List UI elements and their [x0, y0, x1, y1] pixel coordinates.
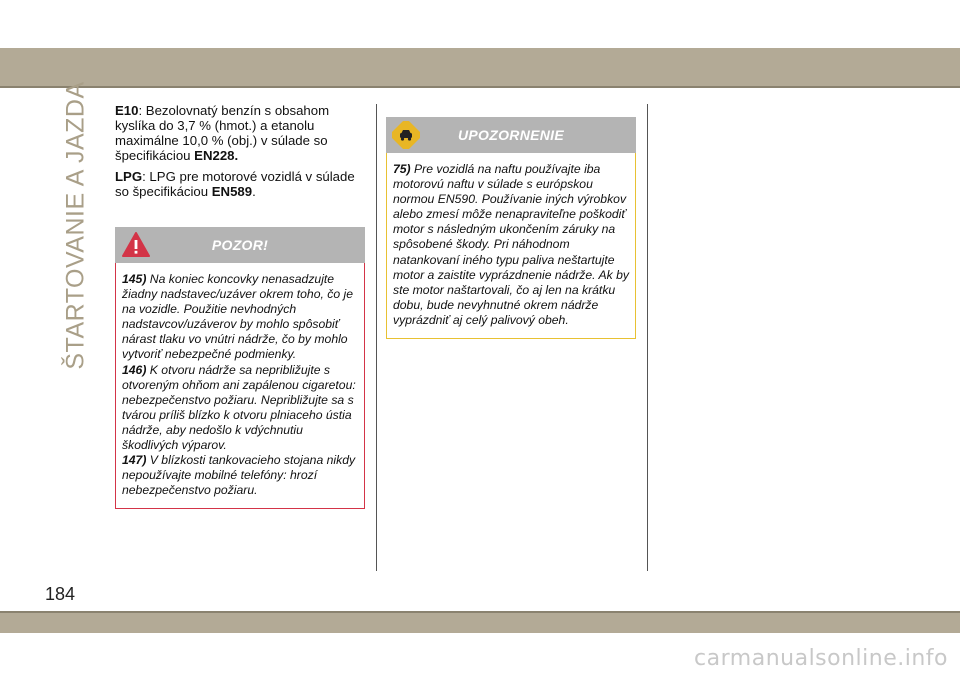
lpg-spec: EN589: [211, 184, 253, 199]
e10-label: E10: [115, 103, 139, 118]
header-band-rule: [0, 86, 960, 88]
caution-title: UPOZORNENIE: [458, 127, 564, 143]
watermark-text: carmanualsonline.info: [694, 646, 948, 671]
column-divider-left: [376, 104, 377, 571]
footer-band: [0, 613, 960, 633]
lpg-label: LPG: [115, 169, 143, 184]
warning-item-text: K otvoru nádrže sa nepribližujte s otvoreným ohňom ani zapálenou cigaretou: nebezpečenstvo požiaru. Nepribližujte sa s tvárou príliš blízko k otvoru plniaceho ústia nádrže, aby nedošlo k vdýchnutiu škodlivých výparov.: [122, 362, 356, 453]
warning-triangle-icon: [121, 231, 151, 264]
warning-title: POZOR!: [211, 237, 269, 253]
lpg-paragraph: [115, 169, 365, 199]
right-column: [386, 117, 636, 339]
warning-item-number: 146): [122, 362, 147, 377]
warning-box: [115, 263, 365, 509]
warning-banner: [115, 227, 365, 263]
caution-item-number: 75): [393, 162, 411, 176]
warning-item-text: Na koniec koncovky nenasadzujte žiadny nadstavec/uzáver okrem toho, čo je na vozidle. Použitie nevhodných nadstavcov/uzáverov by mohlo spôsobiť nárast tlaku vo vnútri nádrže, čo by mohlo vytvoriť nebezpečné podmienky.: [122, 272, 354, 362]
chapter-title-text: ŠTARTOVANIE A JAZDA: [61, 80, 90, 370]
header-band: [0, 48, 960, 86]
e10-paragraph: [115, 103, 365, 163]
lpg-end: .: [252, 184, 256, 199]
chapter-title: [61, 80, 90, 370]
column-divider-right: [647, 104, 648, 571]
caution-item-75: [393, 162, 629, 328]
caution-box: [386, 153, 636, 339]
warning-item-number: 147): [122, 453, 147, 468]
e10-text: : Bezolovnatý benzín s obsahom kyslíka do 3,7 % (hmot.) a etanolu maximálne 10,0 % (obj.) v súlade so špecifikáciou: [115, 103, 330, 163]
left-column: [115, 103, 365, 509]
e10-spec: EN228.: [194, 148, 239, 163]
lpg-text: : LPG pre motorové vozidlá v súlade so špecifikáciou: [115, 169, 355, 199]
warning-item-text: V blízkosti tankovacieho stojana nikdy nepoužívajte mobilné telefóny: hrozí nebezpečenstvo požiaru.: [122, 453, 356, 498]
warning-item-146: [122, 363, 358, 454]
page-number: 184: [45, 584, 76, 604]
caution-banner: [386, 117, 636, 153]
warning-item-number: 145): [122, 272, 147, 286]
caution-item-text: Pre vozidlá na naftu používajte iba motorovú naftu v súlade s európskou normou EN590. Používanie iných výrobkov alebo zmesí môže nenapraviteľne poškodiť motor s následným ukončením záruky na spôsobené škody. Pri náhodnom natankovaní iného typu paliva neštartujte motor a zaistite vyprázdnenie nádrže. Ak by ste motor naštartovali, čo aj len na krátku dobu, bude nevyhnutné okrem nádrže vyprázdniť aj celý palivový obeh.: [393, 162, 629, 327]
warning-item-147: [122, 453, 358, 498]
car-caution-icon: [392, 121, 420, 154]
warning-item-145: [122, 272, 358, 363]
